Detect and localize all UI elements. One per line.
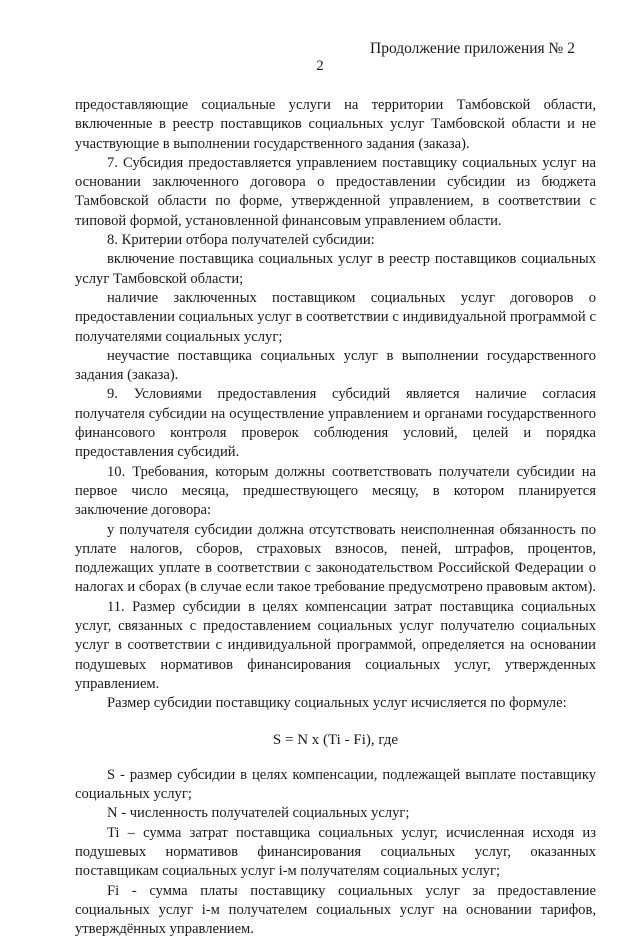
paragraph: предоставляющие социальные услуги на территории Тамбовской области, включенные в реестр поставщиков социальных услуг Тамбовской области и не участвующие в выполнении государственного задания (заказа). [75, 97, 596, 152]
subsidy-formula: S = N x (Ti - Fi), где [272, 731, 399, 748]
paragraph: 7. Субсидия предоставляется управлением поставщику социальных услуг на основании заключенного договора о предоставлении субсидии из бюджета Тамбовской области по форме, утвержденной управлением, в соответствии с типовой формой, установленной финансовым управлением области. [75, 154, 596, 229]
paragraph: S - размер субсидии в целях компенсации, подлежащей выплате поставщику социальных услуг; [75, 766, 596, 803]
document-body [75, 96, 596, 939]
appendix-continuation-header: Продолжение приложения № 2 [370, 40, 575, 57]
paragraph: Fi - сумма платы поставщику социальных услуг за предоставление социальных услуг i-м получателем социальных услуг на основании тарифов, утверждённых управлением. [75, 882, 596, 938]
paragraph: 11. Размер субсидии в целях компенсации затрат поставщика социальных услуг, связанных с предоставлением социальных услуг получателю социальных услуг в соответствии с индивидуальной программой, определяется на основании подушевых нормативов финансирования социальных услуг, утвержденных управлением. [75, 598, 596, 692]
paragraph: 9. Условиями предоставления субсидий является наличие согласия получателя субсидии на осуществление управлением и органами государственного финансового контроля проверок соблюдения условий, целей и порядка предоставления субсидий. [75, 386, 596, 461]
paragraph: Ti – сумма затрат поставщика социальных услуг, исчисленная исходя из подушевых нормативов финансирования социальных услуг, оказанных поставщикам социальных услуг i-м получателям социальных услуг; [75, 824, 596, 880]
paragraph: неучастие поставщика социальных услуг в выполнении государственного задания (заказа). [75, 347, 596, 384]
paragraph: 8. Критерии отбора получателей субсидии: [107, 232, 375, 249]
paragraph: у получателя субсидии должна отсутствовать неисполненная обязанность по уплате налогов, сборов, страховых взносов, пеней, штрафов, процентов, подлежащих уплате в соответствии с законодательством Российской Федерации о налогах и сборах (в случае если такое требование предусмотрено правовым актом). [75, 521, 596, 596]
paragraph: включение поставщика социальных услуг в реестр поставщиков социальных услуг Тамбовской области; [75, 251, 596, 287]
paragraph: 10. Требования, которым должны соответствовать получатели субсидии на первое число месяца, предшествующего месяцу, в котором планируется заключение договора: [75, 463, 596, 519]
paragraph: Размер субсидии поставщику социальных услуг исчисляется по формуле: [107, 695, 567, 712]
page-number: 2 [316, 58, 324, 74]
paragraph: наличие заключенных поставщиком социальных услуг договоров о предоставлении социальных услуг в соответствии с индивидуальной программой с получателями социальных услуг; [75, 289, 596, 345]
paragraph: N - численность получателей социальных услуг; [107, 805, 410, 822]
